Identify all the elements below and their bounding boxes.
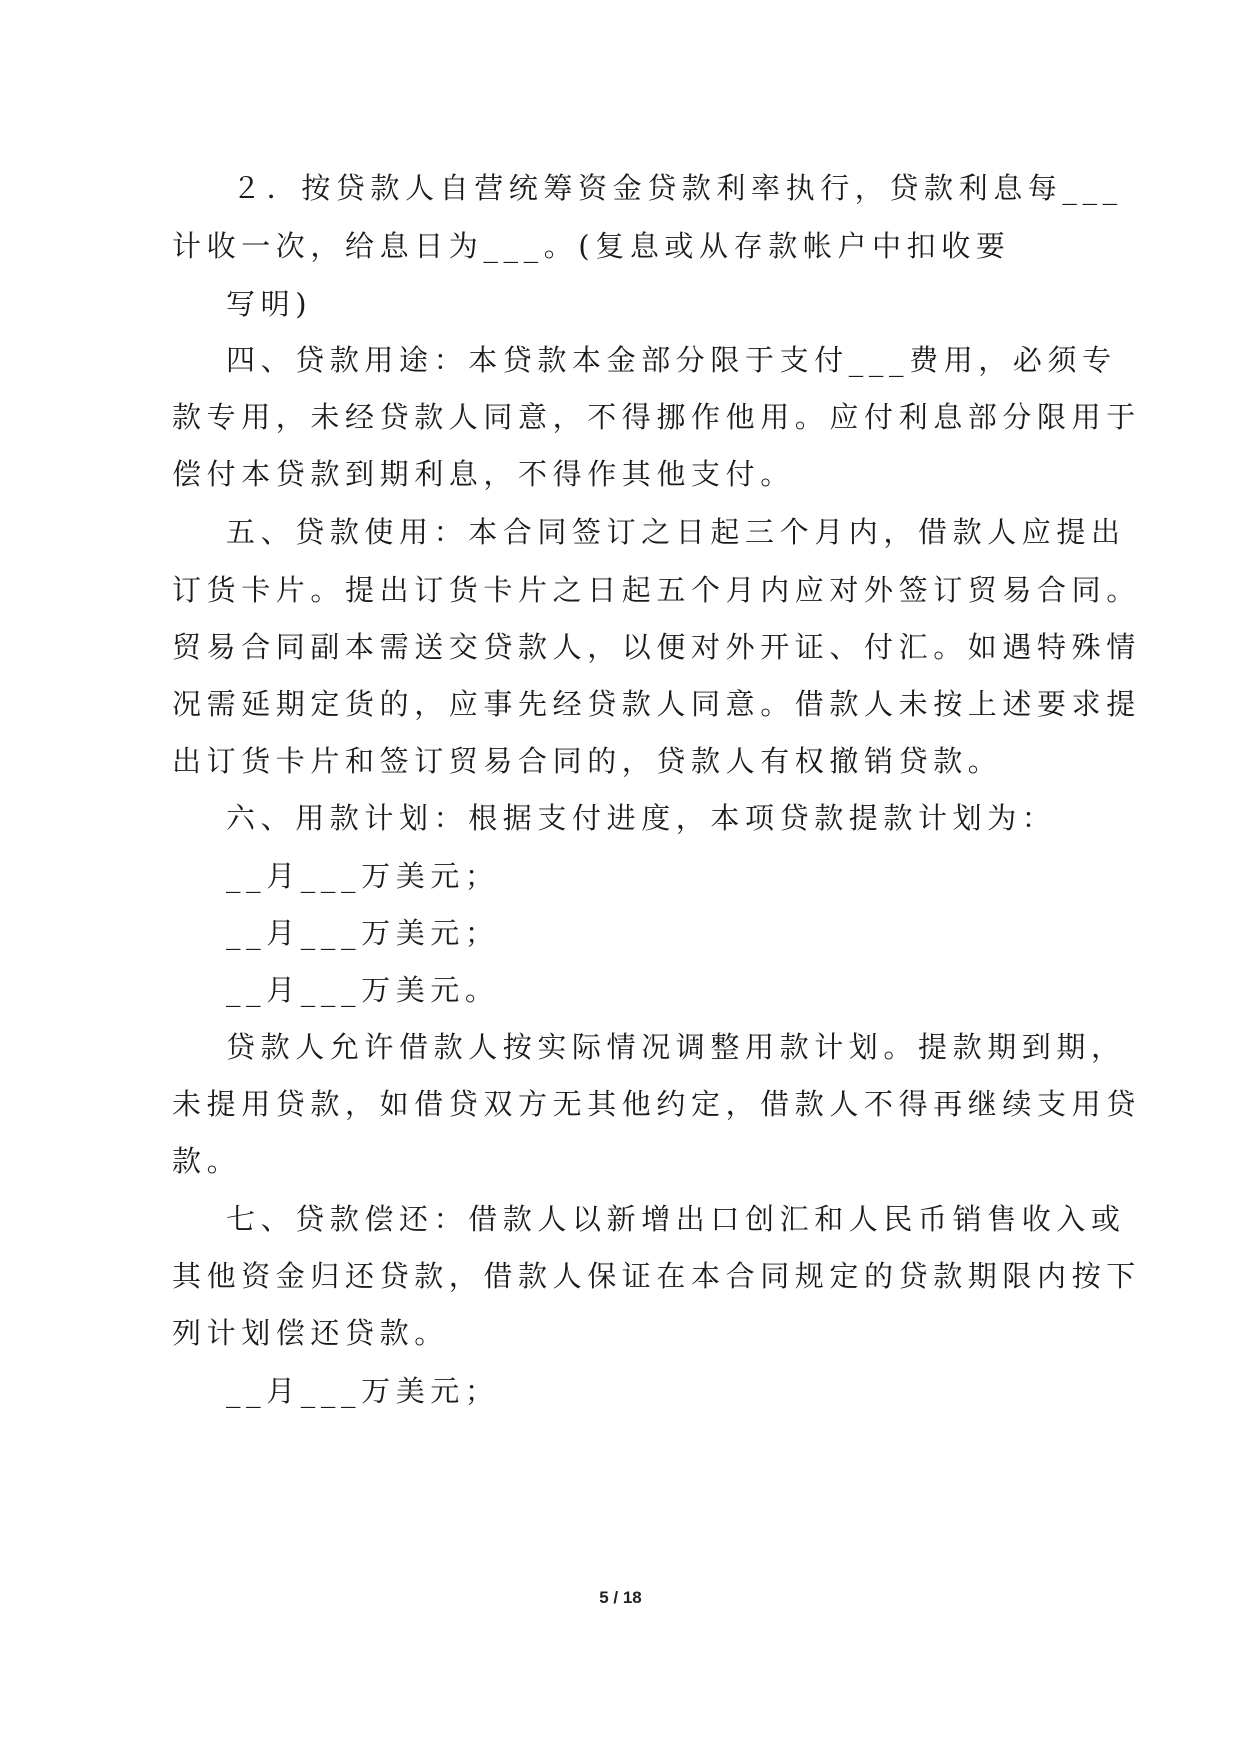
text-line: __月___万美元； (226, 916, 500, 950)
text-line: 写明) (226, 287, 313, 321)
text-line: 贸易合同副本需送交贷款人，以便对外开证、付汇。如遇特殊情 (172, 630, 1141, 664)
text-line: 五、贷款使用：本合同签订之日起三个月内，借款人应提出 (226, 515, 1126, 549)
text-line: 计收一次，给息日为___。(复息或从存款帐户中扣收要 (172, 229, 1011, 263)
text-line: 款。 (172, 1144, 242, 1178)
text-line: 订货卡片。提出订货卡片之日起五个月内应对外签订贸易合同。 (172, 573, 1141, 607)
page-number: 5 / 18 (599, 1588, 642, 1607)
text-line: 偿付本贷款到期利息，不得作其他支付。 (172, 457, 795, 491)
text-line: 七、贷款偿还：借款人以新增出口创汇和人民币销售收入或 (226, 1202, 1126, 1236)
text-line: 六、用款计划：根据支付进度，本项贷款提款计划为： (226, 801, 1057, 835)
text-line: 列计划偿还贷款。 (172, 1316, 449, 1350)
text-line: 四、贷款用途：本贷款本金部分限于支付___费用，必须专 (226, 343, 1117, 377)
text-line: __月___万美元； (226, 1374, 500, 1408)
text-line: 其他资金归还贷款，借款人保证在本合同规定的贷款期限内按下 (172, 1259, 1141, 1293)
text-line: ２．按贷款人自营统筹资金贷款利率执行，贷款利息每___ (232, 171, 1123, 205)
text-line: 款专用，未经贷款人同意，不得挪作他用。应付利息部分限用于 (172, 400, 1141, 434)
text-line: 贷款人允许借款人按实际情况调整用款计划。提款期到期， (226, 1030, 1126, 1064)
text-line: 出订货卡片和签订贸易合同的，贷款人有权撤销贷款。 (172, 744, 1003, 778)
text-line: __月___万美元。 (226, 973, 500, 1007)
text-line: __月___万美元； (226, 859, 500, 893)
text-line: 况需延期定货的，应事先经贷款人同意。借款人未按上述要求提 (172, 687, 1141, 721)
text-line: 未提用贷款，如借贷双方无其他约定，借款人不得再继续支用贷 (172, 1087, 1141, 1121)
